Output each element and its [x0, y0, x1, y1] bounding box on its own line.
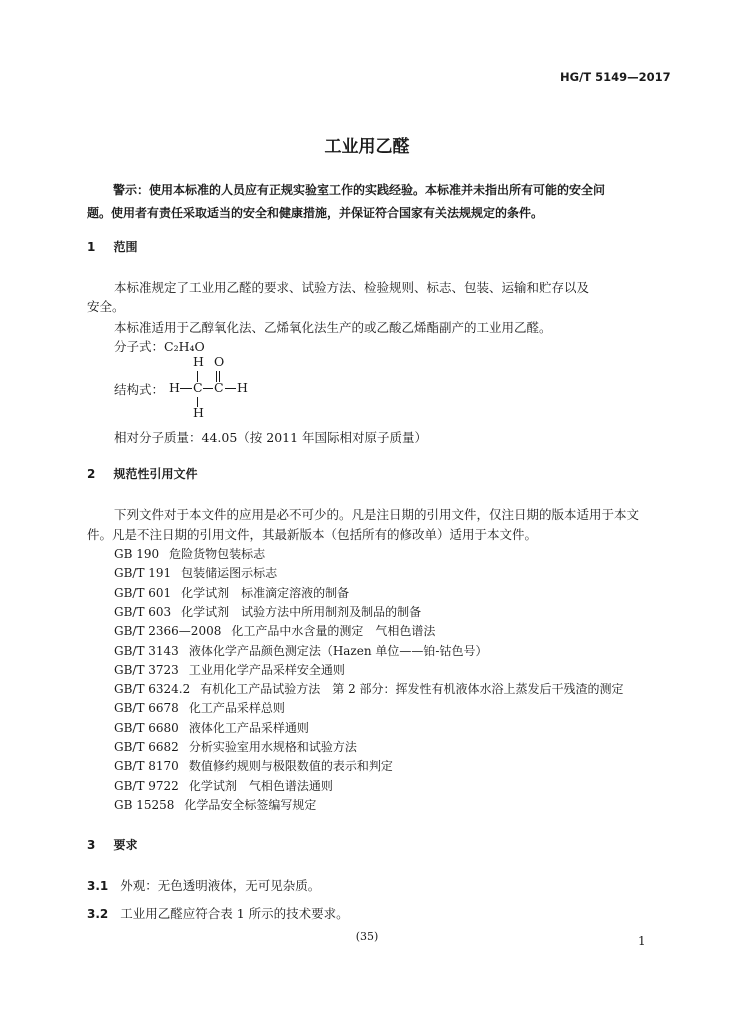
scope-para1-line2: 安全。 — [87, 299, 125, 314]
reference-title: 化工产品中水含量的测定 气相色谱法 — [231, 624, 436, 639]
references-intro-line2: 件。凡是不注日期的引用文件，其最新版本（包括所有的修改单）适用于本文件。 — [87, 527, 538, 542]
reference-item — [114, 603, 421, 620]
reference-code: GB/T 6678 — [114, 701, 179, 716]
reference-item — [114, 796, 316, 813]
standard-number: HG/T 5149—2017 — [560, 70, 671, 84]
struct-h-top: H — [193, 354, 204, 369]
struct-c1: C — [193, 380, 203, 395]
clause-3-2 — [87, 904, 349, 922]
reference-title: 化工产品采样总则 — [188, 701, 285, 716]
reference-code: GB/T 6324.2 — [114, 682, 191, 697]
reference-code: GB 15258 — [114, 797, 175, 812]
reference-title: 化学试剂 气相色谱法通则 — [188, 778, 333, 793]
section-3-heading — [87, 836, 138, 853]
section-number: 1 — [87, 240, 96, 254]
warning-line-2: 题。使用者有责任采取适当的安全和健康措施，并保证符合国家有关法规规定的条件。 — [87, 206, 544, 220]
bond-right — [225, 388, 236, 389]
section-number: 3 — [87, 838, 96, 852]
bond-middle — [203, 388, 213, 389]
reference-code: GB/T 603 — [114, 604, 172, 619]
molecular-formula: 分子式：C₂H₄O — [114, 339, 205, 354]
reference-code: GB/T 9722 — [114, 778, 179, 793]
reference-code: GB/T 3723 — [114, 662, 179, 677]
reference-code: GB/T 6680 — [114, 720, 179, 735]
warning-line-1: 警示：使用本标准的人员应有正规实验室工作的实践经验。本标准并未指出所有可能的安全问 — [113, 183, 606, 197]
reference-item — [114, 699, 285, 716]
structure-label: 结构式： — [114, 382, 165, 397]
reference-code: GB/T 3143 — [114, 643, 179, 658]
reference-code: GB/T 2366—2008 — [114, 624, 222, 639]
section-title: 要求 — [113, 838, 138, 852]
section-2-heading — [87, 465, 198, 482]
scope-para2: 本标准适用于乙醇氧化法、乙烯氧化法生产的或乙酸乙烯酯副产的工业用乙醛。 — [114, 320, 552, 335]
clause-text: 外观：无色透明液体，无可见杂质。 — [120, 878, 321, 893]
reference-item — [114, 622, 435, 639]
reference-item — [114, 719, 309, 736]
reference-item — [114, 757, 393, 774]
section-title: 规范性引用文件 — [113, 467, 198, 481]
section-number: 2 — [87, 467, 96, 481]
footer-page-label: (35) — [355, 930, 379, 943]
reference-item — [114, 738, 357, 755]
reference-title: 数值修约规则与极限数值的表示和判定 — [188, 759, 393, 774]
reference-item — [114, 680, 624, 697]
reference-title: 危险货物包装标志 — [169, 547, 266, 561]
reference-item — [114, 564, 277, 581]
reference-item — [114, 545, 265, 562]
reference-title: 化学试剂 标准滴定溶液的制备 — [181, 585, 350, 600]
struct-h-left: H — [169, 380, 180, 395]
reference-item — [114, 777, 333, 794]
reference-item — [114, 661, 345, 678]
reference-title: 化学试剂 试验方法中所用制剂及制品的制备 — [181, 604, 422, 619]
struct-o-top: O — [214, 354, 225, 369]
reference-title: 液体化学产品颜色测定法（Hazen 单位——铂-钴色号） — [188, 643, 488, 658]
reference-title: 分析实验室用水规格和试验方法 — [188, 740, 357, 754]
molar-mass: 相对分子质量：44.05（按 2011 年国际相对原子质量） — [114, 430, 428, 445]
clause-3-1 — [87, 876, 320, 894]
section-title: 范围 — [113, 240, 138, 254]
section-1-heading — [87, 238, 138, 255]
reference-title: 化学品安全标签编写规定 — [184, 797, 317, 812]
clause-number: 3.2 — [87, 907, 109, 921]
reference-item — [114, 642, 487, 659]
reference-title: 工业用化学产品采样安全通则 — [188, 662, 345, 677]
scope-para1-line1: 本标准规定了工业用乙醛的要求、试验方法、检验规则、标志、包装、运输和贮存以及 — [114, 280, 590, 295]
reference-code: GB/T 8170 — [114, 759, 179, 774]
reference-title: 包装储运图示标志 — [181, 566, 278, 581]
references-intro-line1: 下列文件对于本文件的应用是必不可少的。凡是注日期的引用文件，仅注日期的版本适用于本文 — [114, 507, 640, 522]
reference-code: GB/T 6682 — [114, 740, 179, 754]
reference-code: GB/T 601 — [114, 585, 172, 600]
bond-left — [180, 388, 192, 389]
reference-code: GB/T 191 — [114, 566, 172, 581]
clause-text: 工业用乙醛应符合表 1 所示的技术要求。 — [120, 906, 349, 921]
reference-title: 有机化工产品试验方法 第 2 部分：挥发性有机液体水浴上蒸发后干残渣的测定 — [200, 682, 624, 697]
struct-h-bottom: H — [193, 405, 204, 420]
document-title: 工业用乙醛 — [324, 137, 410, 157]
reference-item — [114, 584, 349, 601]
clause-number: 3.1 — [87, 879, 109, 893]
structural-formula — [169, 352, 279, 422]
reference-title: 液体化工产品采样通则 — [188, 720, 309, 735]
footer-page-number: 1 — [638, 934, 646, 948]
struct-c2: C — [214, 380, 224, 395]
struct-h-right: H — [237, 380, 248, 395]
reference-code: GB 190 — [114, 547, 160, 561]
